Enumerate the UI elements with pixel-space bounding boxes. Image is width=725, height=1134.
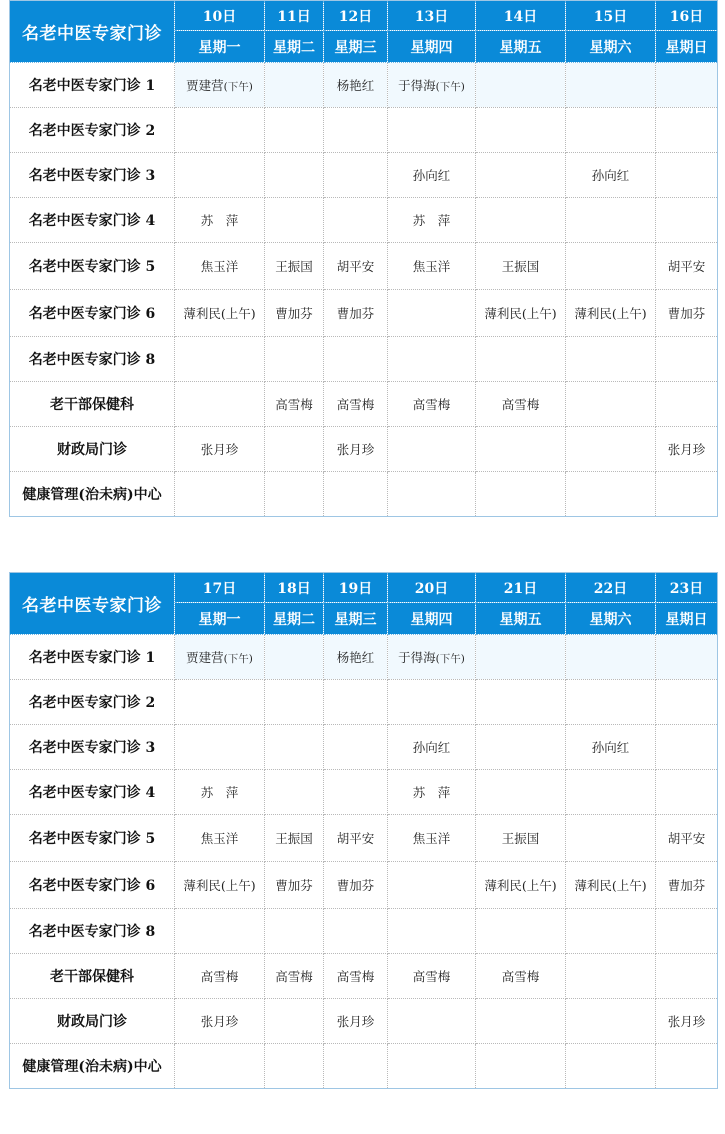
doctor-cell bbox=[388, 909, 476, 954]
doctor-cell bbox=[476, 472, 566, 517]
clinic-label: 名老中医专家门诊 1 bbox=[10, 63, 175, 108]
doctor-cell bbox=[566, 725, 656, 770]
doctor-cell bbox=[656, 290, 718, 337]
session-note: (下午) bbox=[223, 653, 253, 665]
doctor-name: 焦玉洋 bbox=[200, 259, 239, 274]
weekday-header: 星期五 bbox=[476, 31, 566, 63]
date-header: 10日 bbox=[175, 1, 265, 31]
doctor-cell bbox=[566, 108, 656, 153]
doctor-cell bbox=[656, 153, 718, 198]
doctor-cell bbox=[656, 472, 718, 517]
doctor-name: 孙向红 bbox=[412, 168, 451, 183]
doctor-cell bbox=[656, 198, 718, 243]
session-note: (下午) bbox=[223, 81, 253, 93]
doctor-name: 焦玉洋 bbox=[200, 831, 239, 846]
table-row bbox=[10, 999, 718, 1044]
doctor-cell bbox=[175, 680, 265, 725]
doctor-cell bbox=[175, 472, 265, 517]
doctor-name: 胡平安 bbox=[336, 831, 375, 846]
clinic-label: 财政局门诊 bbox=[10, 999, 175, 1044]
doctor-cell bbox=[476, 1044, 566, 1089]
doctor-name: 杨艳红 bbox=[336, 650, 375, 665]
doctor-cell bbox=[476, 635, 566, 680]
weekday-header: 星期五 bbox=[476, 603, 566, 635]
doctor-cell bbox=[175, 337, 265, 382]
doctor-cell bbox=[566, 635, 656, 680]
doctor-cell bbox=[324, 153, 388, 198]
doctor-name: 曹加芬 bbox=[336, 878, 375, 893]
doctor-cell bbox=[388, 815, 476, 862]
doctor-cell bbox=[175, 243, 265, 290]
clinic-label: 老干部保健科 bbox=[10, 954, 175, 999]
doctor-cell bbox=[265, 635, 324, 680]
doctor-cell bbox=[656, 635, 718, 680]
doctor-cell bbox=[324, 725, 388, 770]
doctor-cell bbox=[324, 108, 388, 153]
doctor-cell bbox=[265, 815, 324, 862]
doctor-cell bbox=[388, 198, 476, 243]
clinic-label: 名老中医专家门诊 3 bbox=[10, 725, 175, 770]
table-row bbox=[10, 427, 718, 472]
doctor-cell bbox=[566, 680, 656, 725]
doctor-cell bbox=[566, 337, 656, 382]
doctor-name: 苏 萍 bbox=[412, 213, 451, 228]
doctor-cell bbox=[324, 999, 388, 1044]
doctor-cell bbox=[566, 999, 656, 1044]
doctor-cell bbox=[265, 862, 324, 909]
doctor-cell bbox=[388, 153, 476, 198]
table-row bbox=[10, 472, 718, 517]
doctor-cell bbox=[388, 63, 476, 108]
doctor-cell bbox=[175, 427, 265, 472]
doctor-cell bbox=[388, 725, 476, 770]
doctor-cell bbox=[175, 108, 265, 153]
doctor-cell bbox=[265, 909, 324, 954]
doctor-name: 曹加芬 bbox=[336, 306, 375, 321]
schedule-body bbox=[10, 63, 718, 517]
doctor-name: 张月珍 bbox=[336, 1014, 375, 1029]
doctor-name: 薄利民(上午) bbox=[183, 306, 256, 321]
table-row bbox=[10, 954, 718, 999]
clinic-label: 名老中医专家门诊 1 bbox=[10, 635, 175, 680]
doctor-name: 高雪梅 bbox=[501, 397, 540, 412]
doctor-cell bbox=[324, 954, 388, 999]
doctor-name: 于得海 bbox=[398, 650, 436, 665]
doctor-cell bbox=[265, 472, 324, 517]
doctor-cell bbox=[324, 815, 388, 862]
doctor-cell bbox=[388, 290, 476, 337]
doctor-cell bbox=[566, 427, 656, 472]
doctor-cell bbox=[566, 1044, 656, 1089]
weekday-header: 星期三 bbox=[324, 603, 388, 635]
clinic-label: 名老中医专家门诊 6 bbox=[10, 290, 175, 337]
table-title: 名老中医专家门诊 bbox=[10, 1, 175, 63]
doctor-cell bbox=[324, 243, 388, 290]
table-row bbox=[10, 815, 718, 862]
table-row bbox=[10, 770, 718, 815]
doctor-cell bbox=[656, 1044, 718, 1089]
doctor-cell bbox=[265, 1044, 324, 1089]
doctor-cell bbox=[175, 635, 265, 680]
doctor-cell bbox=[656, 108, 718, 153]
table-row bbox=[10, 909, 718, 954]
doctor-cell bbox=[476, 290, 566, 337]
doctor-cell bbox=[265, 954, 324, 999]
clinic-label: 名老中医专家门诊 3 bbox=[10, 153, 175, 198]
doctor-name: 王振国 bbox=[275, 831, 313, 846]
doctor-cell bbox=[656, 243, 718, 290]
doctor-cell bbox=[265, 999, 324, 1044]
schedule-table-week-1 bbox=[9, 0, 718, 517]
weekday-header: 星期四 bbox=[388, 31, 476, 63]
doctor-name: 苏 萍 bbox=[200, 213, 239, 228]
schedule-body bbox=[10, 635, 718, 1089]
doctor-cell bbox=[265, 290, 324, 337]
doctor-cell bbox=[566, 290, 656, 337]
date-header: 11日 bbox=[265, 1, 324, 31]
doctor-cell bbox=[476, 770, 566, 815]
doctor-name: 胡平安 bbox=[667, 831, 706, 846]
doctor-name: 胡平安 bbox=[336, 259, 375, 274]
doctor-name: 薄利民(上午) bbox=[484, 878, 557, 893]
clinic-label: 健康管理(治未病)中心 bbox=[10, 1044, 175, 1089]
clinic-label: 健康管理(治未病)中心 bbox=[10, 472, 175, 517]
doctor-cell bbox=[656, 63, 718, 108]
table-row bbox=[10, 725, 718, 770]
doctor-cell bbox=[265, 153, 324, 198]
doctor-cell bbox=[324, 862, 388, 909]
date-header: 16日 bbox=[656, 1, 718, 31]
doctor-name: 曹加芬 bbox=[667, 306, 706, 321]
doctor-name: 薄利民(上午) bbox=[574, 306, 647, 321]
doctor-name: 高雪梅 bbox=[275, 969, 313, 984]
doctor-cell bbox=[388, 635, 476, 680]
doctor-cell bbox=[388, 999, 476, 1044]
doctor-cell bbox=[476, 108, 566, 153]
doctor-name: 杨艳红 bbox=[336, 78, 375, 93]
doctor-cell bbox=[656, 725, 718, 770]
schedule-table-week-2 bbox=[9, 572, 718, 1089]
weekday-header: 星期三 bbox=[324, 31, 388, 63]
doctor-cell bbox=[476, 680, 566, 725]
doctor-name: 焦玉洋 bbox=[412, 831, 451, 846]
table-row bbox=[10, 382, 718, 427]
doctor-cell bbox=[656, 862, 718, 909]
doctor-name: 王振国 bbox=[275, 259, 313, 274]
doctor-cell bbox=[175, 954, 265, 999]
doctor-cell bbox=[656, 680, 718, 725]
doctor-cell bbox=[656, 770, 718, 815]
table-title: 名老中医专家门诊 bbox=[10, 573, 175, 635]
doctor-name: 孙向红 bbox=[412, 740, 451, 755]
doctor-name: 张月珍 bbox=[667, 442, 706, 457]
doctor-cell bbox=[388, 862, 476, 909]
weekday-header: 星期二 bbox=[265, 603, 324, 635]
table-row bbox=[10, 108, 718, 153]
doctor-cell bbox=[175, 999, 265, 1044]
table-row bbox=[10, 198, 718, 243]
doctor-cell bbox=[265, 680, 324, 725]
date-header: 17日 bbox=[175, 573, 265, 603]
doctor-cell bbox=[175, 382, 265, 427]
session-note: (下午) bbox=[435, 653, 465, 665]
weekday-header: 星期一 bbox=[175, 31, 265, 63]
doctor-cell bbox=[388, 243, 476, 290]
doctor-cell bbox=[388, 680, 476, 725]
doctor-cell bbox=[388, 427, 476, 472]
doctor-name: 张月珍 bbox=[667, 1014, 706, 1029]
doctor-cell bbox=[388, 472, 476, 517]
clinic-label: 名老中医专家门诊 8 bbox=[10, 909, 175, 954]
doctor-name: 高雪梅 bbox=[275, 397, 313, 412]
doctor-cell bbox=[175, 862, 265, 909]
doctor-cell bbox=[175, 153, 265, 198]
clinic-label: 名老中医专家门诊 8 bbox=[10, 337, 175, 382]
doctor-cell bbox=[324, 635, 388, 680]
doctor-cell bbox=[566, 909, 656, 954]
doctor-cell bbox=[566, 63, 656, 108]
doctor-cell bbox=[656, 954, 718, 999]
weekday-header: 星期六 bbox=[566, 603, 656, 635]
doctor-cell bbox=[656, 337, 718, 382]
doctor-cell bbox=[388, 954, 476, 999]
doctor-cell bbox=[476, 999, 566, 1044]
doctor-name: 高雪梅 bbox=[200, 969, 239, 984]
doctor-name: 苏 萍 bbox=[200, 785, 239, 800]
doctor-name: 张月珍 bbox=[200, 1014, 239, 1029]
doctor-name: 薄利民(上午) bbox=[574, 878, 647, 893]
doctor-name: 张月珍 bbox=[336, 442, 375, 457]
date-header: 22日 bbox=[566, 573, 656, 603]
weekday-header: 星期一 bbox=[175, 603, 265, 635]
doctor-cell bbox=[324, 680, 388, 725]
doctor-cell bbox=[388, 1044, 476, 1089]
doctor-name: 胡平安 bbox=[667, 259, 706, 274]
doctor-cell bbox=[324, 472, 388, 517]
doctor-cell bbox=[324, 382, 388, 427]
clinic-label: 老干部保健科 bbox=[10, 382, 175, 427]
doctor-cell bbox=[265, 63, 324, 108]
session-note: (下午) bbox=[435, 81, 465, 93]
doctor-cell bbox=[566, 198, 656, 243]
weekday-header: 星期二 bbox=[265, 31, 324, 63]
table-row bbox=[10, 680, 718, 725]
doctor-cell bbox=[175, 770, 265, 815]
weekday-header: 星期四 bbox=[388, 603, 476, 635]
doctor-name: 高雪梅 bbox=[412, 969, 451, 984]
doctor-name: 曹加芬 bbox=[667, 878, 706, 893]
doctor-cell bbox=[324, 337, 388, 382]
doctor-name: 贾建营 bbox=[186, 650, 224, 665]
doctor-cell bbox=[175, 1044, 265, 1089]
doctor-name: 高雪梅 bbox=[336, 969, 375, 984]
date-header: 21日 bbox=[476, 573, 566, 603]
doctor-cell bbox=[476, 198, 566, 243]
date-header: 18日 bbox=[265, 573, 324, 603]
doctor-name: 曹加芬 bbox=[275, 878, 313, 893]
doctor-cell bbox=[566, 382, 656, 427]
doctor-cell bbox=[476, 243, 566, 290]
doctor-cell bbox=[476, 725, 566, 770]
doctor-name: 高雪梅 bbox=[501, 969, 540, 984]
doctor-cell bbox=[476, 337, 566, 382]
doctor-cell bbox=[566, 815, 656, 862]
doctor-cell bbox=[175, 290, 265, 337]
date-header: 15日 bbox=[566, 1, 656, 31]
doctor-cell bbox=[265, 243, 324, 290]
doctor-name: 孙向红 bbox=[591, 168, 630, 183]
table-row bbox=[10, 862, 718, 909]
doctor-cell bbox=[476, 954, 566, 999]
doctor-name: 曹加芬 bbox=[275, 306, 313, 321]
date-header: 13日 bbox=[388, 1, 476, 31]
doctor-name: 高雪梅 bbox=[336, 397, 375, 412]
doctor-cell bbox=[476, 63, 566, 108]
doctor-cell bbox=[476, 427, 566, 472]
table-row bbox=[10, 337, 718, 382]
doctor-cell bbox=[324, 63, 388, 108]
doctor-cell bbox=[566, 243, 656, 290]
doctor-name: 孙向红 bbox=[591, 740, 630, 755]
clinic-label: 名老中医专家门诊 5 bbox=[10, 815, 175, 862]
table-row bbox=[10, 635, 718, 680]
doctor-cell bbox=[265, 108, 324, 153]
doctor-name: 王振国 bbox=[501, 259, 540, 274]
doctor-cell bbox=[476, 862, 566, 909]
doctor-cell bbox=[175, 63, 265, 108]
doctor-cell bbox=[265, 770, 324, 815]
clinic-label: 财政局门诊 bbox=[10, 427, 175, 472]
doctor-cell bbox=[265, 382, 324, 427]
doctor-cell bbox=[388, 337, 476, 382]
doctor-cell bbox=[566, 862, 656, 909]
clinic-label: 名老中医专家门诊 5 bbox=[10, 243, 175, 290]
weekday-header: 星期六 bbox=[566, 31, 656, 63]
doctor-cell bbox=[175, 909, 265, 954]
doctor-name: 苏 萍 bbox=[412, 785, 451, 800]
doctor-cell bbox=[175, 725, 265, 770]
doctor-name: 于得海 bbox=[398, 78, 436, 93]
doctor-name: 薄利民(上午) bbox=[183, 878, 256, 893]
clinic-label: 名老中医专家门诊 2 bbox=[10, 680, 175, 725]
table-row bbox=[10, 243, 718, 290]
table-row bbox=[10, 63, 718, 108]
table-row bbox=[10, 1044, 718, 1089]
clinic-label: 名老中医专家门诊 6 bbox=[10, 862, 175, 909]
date-header: 20日 bbox=[388, 573, 476, 603]
doctor-cell bbox=[476, 909, 566, 954]
doctor-name: 薄利民(上午) bbox=[484, 306, 557, 321]
doctor-cell bbox=[388, 770, 476, 815]
date-header: 23日 bbox=[656, 573, 718, 603]
doctor-cell bbox=[324, 1044, 388, 1089]
doctor-cell bbox=[656, 999, 718, 1044]
doctor-cell bbox=[388, 108, 476, 153]
doctor-cell bbox=[656, 815, 718, 862]
doctor-name: 高雪梅 bbox=[412, 397, 451, 412]
doctor-cell bbox=[656, 382, 718, 427]
doctor-cell bbox=[324, 427, 388, 472]
doctor-name: 张月珍 bbox=[200, 442, 239, 457]
doctor-cell bbox=[656, 909, 718, 954]
date-header: 14日 bbox=[476, 1, 566, 31]
weekday-header: 星期日 bbox=[656, 603, 718, 635]
clinic-label: 名老中医专家门诊 2 bbox=[10, 108, 175, 153]
date-header: 12日 bbox=[324, 1, 388, 31]
doctor-name: 贾建营 bbox=[186, 78, 224, 93]
weekday-header: 星期日 bbox=[656, 31, 718, 63]
date-header: 19日 bbox=[324, 573, 388, 603]
doctor-cell bbox=[265, 725, 324, 770]
doctor-cell bbox=[476, 382, 566, 427]
doctor-name: 焦玉洋 bbox=[412, 259, 451, 274]
doctor-cell bbox=[656, 427, 718, 472]
doctor-cell bbox=[175, 815, 265, 862]
doctor-cell bbox=[566, 153, 656, 198]
table-row bbox=[10, 290, 718, 337]
doctor-cell bbox=[324, 770, 388, 815]
doctor-name: 王振国 bbox=[501, 831, 540, 846]
doctor-cell bbox=[388, 382, 476, 427]
doctor-cell bbox=[324, 909, 388, 954]
doctor-cell bbox=[324, 290, 388, 337]
doctor-cell bbox=[566, 954, 656, 999]
doctor-cell bbox=[566, 770, 656, 815]
doctor-cell bbox=[476, 815, 566, 862]
doctor-cell bbox=[566, 472, 656, 517]
doctor-cell bbox=[476, 153, 566, 198]
doctor-cell bbox=[265, 427, 324, 472]
doctor-cell bbox=[265, 198, 324, 243]
clinic-label: 名老中医专家门诊 4 bbox=[10, 198, 175, 243]
doctor-cell bbox=[175, 198, 265, 243]
table-row bbox=[10, 153, 718, 198]
doctor-cell bbox=[265, 337, 324, 382]
doctor-cell bbox=[324, 198, 388, 243]
clinic-label: 名老中医专家门诊 4 bbox=[10, 770, 175, 815]
